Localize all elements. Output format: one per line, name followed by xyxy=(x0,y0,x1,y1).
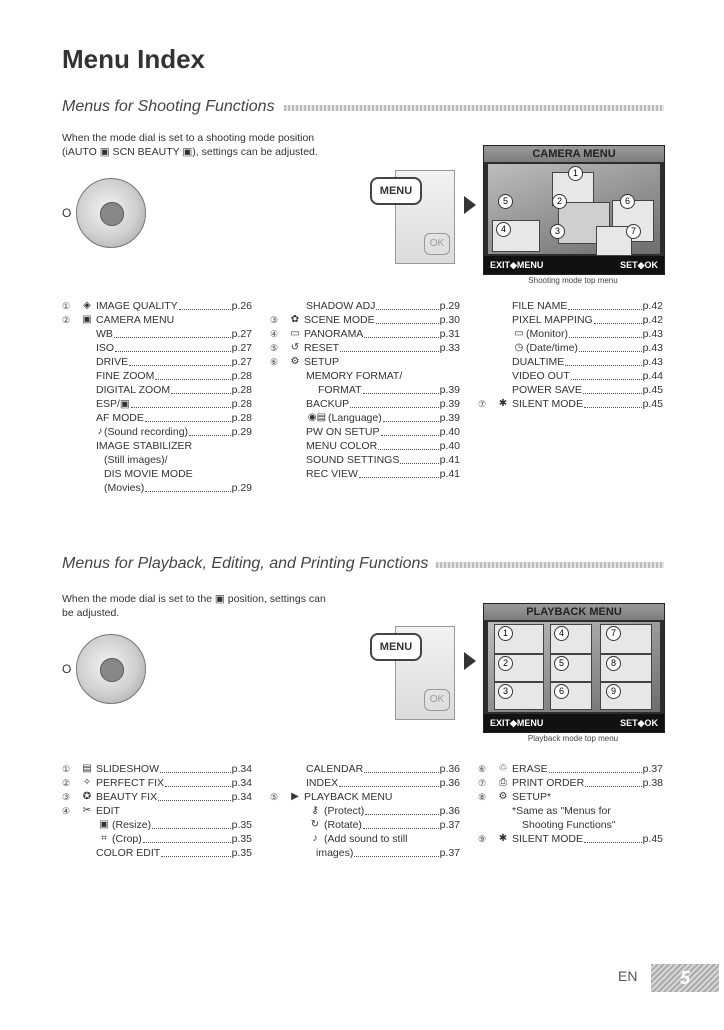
list-item: SHADOW ADJ p.29 xyxy=(306,300,460,312)
shooting-col3 xyxy=(478,299,663,411)
list-item: POWER SAVE p.45 xyxy=(512,384,663,396)
perfect-fix-icon: ✧ xyxy=(82,777,92,788)
list-item: ⑤ ↺ RESET p.33 xyxy=(270,342,460,354)
list-item: ② ✧ PERFECT FIX p.34 xyxy=(62,777,252,789)
list-item: ⑧ ⚙ SETUP* xyxy=(478,791,552,803)
playback-intro: When the mode dial is set to the ▣ position, settings can be adjusted. xyxy=(62,593,326,619)
list-item: FILE NAME p.42 xyxy=(512,300,663,312)
playback-caption: Playback mode top menu xyxy=(527,734,619,743)
list-item: (Still images)/ xyxy=(104,454,168,466)
crop-icon: ⌗ xyxy=(101,833,107,844)
microphone-icon: ♪ xyxy=(312,833,318,844)
trash-icon: ♲ xyxy=(498,763,508,774)
playback-col3 xyxy=(478,762,663,846)
camera-back-icon xyxy=(379,170,455,264)
screen-body: 1 4 7 2 5 8 3 6 9 xyxy=(488,622,660,712)
menu-button: MENU xyxy=(370,633,422,661)
resize-icon: ▣ xyxy=(99,819,109,830)
section-bar xyxy=(284,105,664,111)
clock-icon: ◷ xyxy=(514,342,524,353)
list-item: ISO p.27 xyxy=(96,342,252,354)
list-item: DIS MOVIE MODE xyxy=(104,468,193,480)
section-bar xyxy=(436,562,664,568)
list-item: FINE ZOOM p.28 xyxy=(96,370,252,382)
silent-mode-icon: ✱ xyxy=(498,833,508,844)
page-title: Menu Index xyxy=(62,44,206,74)
beauty-fix-icon: ✪ xyxy=(82,791,92,802)
list-item: (Movies) p.29 xyxy=(104,482,252,494)
mode-dial-icon xyxy=(76,178,146,248)
list-item: Shooting Functions" xyxy=(522,819,616,831)
list-item: AF MODE p.28 xyxy=(96,412,252,424)
page-number: 5 xyxy=(651,964,719,992)
list-item: SOUND SETTINGS p.41 xyxy=(306,454,460,466)
list-item: IMAGE STABILIZER xyxy=(96,440,193,452)
shooting-col2 xyxy=(270,299,460,481)
list-item: ⌗ (Crop) p.35 xyxy=(62,832,252,846)
o-mark: O xyxy=(62,662,72,676)
scene-mode-icon: ✿ xyxy=(290,314,300,325)
screen-body: 1 2 6 5 4 3 7 xyxy=(488,164,660,254)
scissors-icon: ✂ xyxy=(82,805,92,816)
screen-footer: EXIT◆MENU SET◆OK xyxy=(484,714,664,732)
list-item: ♪ (Sound recording) p.29 xyxy=(97,426,252,438)
rotate-icon: ↻ xyxy=(310,819,320,830)
list-item: ① ◈ IMAGE QUALITY p.26 xyxy=(62,300,252,312)
shooting-caption: Shooting mode top menu xyxy=(528,276,618,285)
list-item: ◷ (Date/time) p.43 xyxy=(478,341,663,355)
list-item: ▣ (Resize) p.35 xyxy=(62,818,252,832)
list-item: VIDEO OUT p.44 xyxy=(512,370,663,382)
list-item: DUALTIME p.43 xyxy=(512,356,663,368)
setup-icon: ⚙ xyxy=(290,356,300,367)
list-item: ③ ✿ SCENE MODE p.30 xyxy=(270,314,460,326)
slideshow-icon: ▤ xyxy=(82,763,92,774)
list-item: ⚷ (Protect) p.36 xyxy=(270,804,460,818)
monitor-icon: ▭ xyxy=(514,328,524,339)
list-item: ③ ✪ BEAUTY FIX p.34 xyxy=(62,791,252,803)
list-item: REC VIEW p.41 xyxy=(306,468,460,480)
key-icon: ⚷ xyxy=(311,805,319,816)
reset-icon: ↺ xyxy=(290,342,300,353)
list-item: DIGITAL ZOOM p.28 xyxy=(96,384,252,396)
list-item: MEMORY FORMAT/ xyxy=(306,370,403,382)
playback-menu-icon: ▶ xyxy=(291,791,299,802)
ok-button-icon: OK xyxy=(424,233,450,255)
list-item: images) p.37 xyxy=(316,847,460,859)
list-item: BACKUP p.39 xyxy=(306,398,460,410)
list-item: ♪ (Add sound to still xyxy=(270,832,460,846)
list-item: FORMAT p.39 xyxy=(318,384,460,396)
list-item: ④ ✂ EDIT xyxy=(62,805,120,817)
playback-heading: Menus for Playback, Editing, and Printing Functions xyxy=(62,555,429,572)
print-icon: ⎙ xyxy=(499,777,507,788)
list-item: ⑥ ⚙ SETUP xyxy=(270,356,340,368)
screen-footer: EXIT◆MENU SET◆OK xyxy=(484,256,664,274)
camera-icon: ▣ xyxy=(82,314,92,325)
list-item: *Same as "Menus for xyxy=(512,805,611,817)
camera-back-icon xyxy=(379,626,455,720)
arrow-right-icon xyxy=(464,652,476,670)
list-item: ▭ (Monitor) p.43 xyxy=(478,327,663,341)
image-quality-icon: ◈ xyxy=(83,300,91,311)
o-mark: O xyxy=(62,206,72,220)
language-label: EN xyxy=(618,968,638,984)
list-item: ↻ (Rotate) p.37 xyxy=(270,818,460,832)
playback-col2 xyxy=(270,762,460,860)
list-item: ② ▣ CAMERA MENU xyxy=(62,314,175,326)
language-icon: ◉▤ xyxy=(307,412,327,423)
mode-dial-icon xyxy=(76,634,146,704)
microphone-icon: ♪ xyxy=(97,426,103,437)
playback-col1 xyxy=(62,762,252,860)
setup-icon: ⚙ xyxy=(498,791,508,802)
list-item: MENU COLOR p.40 xyxy=(306,440,460,452)
list-item: ④ ▭ PANORAMA p.31 xyxy=(270,328,460,340)
arrow-right-icon xyxy=(464,196,476,214)
camera-menu-screen xyxy=(483,145,665,275)
list-item: WB p.27 xyxy=(96,328,252,340)
screen-title: CAMERA MENU xyxy=(484,146,664,162)
list-item: ⑦ ⎙ PRINT ORDER p.38 xyxy=(478,777,663,789)
list-item: COLOR EDIT p.35 xyxy=(96,847,252,859)
list-item: INDEX p.36 xyxy=(306,777,460,789)
list-item: ⑤ ▶ PLAYBACK MENU xyxy=(270,791,393,803)
list-item: ⑨ ✱ SILENT MODE p.45 xyxy=(478,833,663,845)
list-item: ⑦ ✱ SILENT MODE p.45 xyxy=(478,398,663,410)
list-item: ① ▤ SLIDESHOW p.34 xyxy=(62,763,252,775)
list-item: PIXEL MAPPING p.42 xyxy=(512,314,663,326)
list-item: ESP/▣ p.28 xyxy=(96,398,252,410)
playback-menu-screen xyxy=(483,603,665,733)
list-item: CALENDAR p.36 xyxy=(306,763,460,775)
panorama-icon: ▭ xyxy=(290,328,300,339)
menu-button: MENU xyxy=(370,177,422,205)
shooting-col1 xyxy=(62,299,252,495)
shooting-intro: When the mode dial is set to a shooting mode position (iAUTO ▣ SCN BEAUTY ▣), settings can be adjusted. xyxy=(62,132,318,158)
list-item: PW ON SETUP p.40 xyxy=(306,426,460,438)
list-item: ◉▤ (Language) p.39 xyxy=(307,412,460,424)
list-item: DRIVE p.27 xyxy=(96,356,252,368)
ok-button-icon: OK xyxy=(424,689,450,711)
list-item: ⑥ ♲ ERASE p.37 xyxy=(478,763,663,775)
screen-title: PLAYBACK MENU xyxy=(484,604,664,620)
shooting-heading: Menus for Shooting Functions xyxy=(62,98,275,115)
silent-mode-icon: ✱ xyxy=(498,398,508,409)
